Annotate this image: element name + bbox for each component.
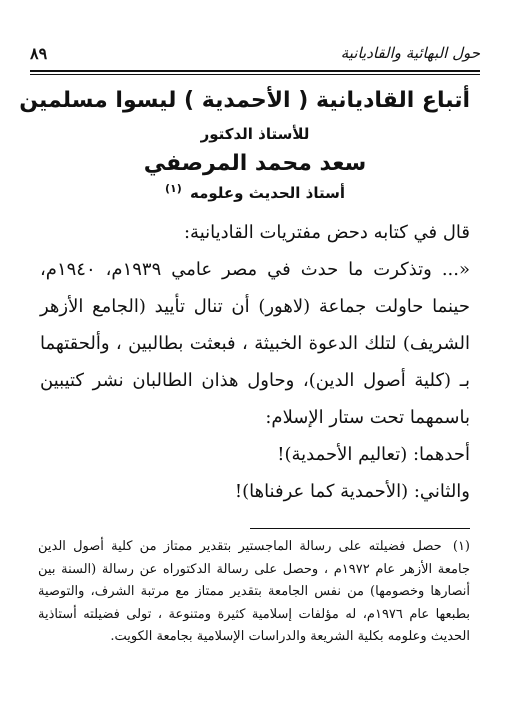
intro-paragraph: قال في كتابه دحض مفتريات القاديانية: (183, 222, 470, 243)
body-text (40, 214, 470, 510)
author-role (40, 182, 470, 202)
author-prefix: للأستاذ الدكتور (200, 125, 310, 143)
footnote-rule (250, 528, 470, 529)
quote-paragraph: «... وتذكرت ما حدث في مصر عامي ١٩٣٩م، ١٩٤٠م، حينما حاولت جماعة (لاهور) أن تنال تأييد (الجامع الأزهر الشريف) لتلك الدعوة الخبيثة ، فبعثت بطالبين ، وألحقتهما بـ (كلية أصول الدين)، وحاول هذان الطالبان نشر كتيبين باسمهما تحت ستار الإسلام: (40, 259, 470, 428)
first-book: أحدهما: (تعاليم الأحمدية)! (277, 444, 470, 465)
footnote (38, 536, 470, 649)
second-book: والثاني: (الأحمدية كما عرفناها)! (234, 481, 470, 502)
main-content (19, 88, 470, 510)
footnote-text: حصل فضيلته على رسالة الماجستير بتقدير ممتاز من كلية أصول الدين جامعة الأزهر عام ١٩٧٢م ، وحصل على رسالة الدكتوراه عن رسالة (السنة بين أنصارها وخصومها) من نفس الجامعة بتقدير ممتاز مع مرتبة الشرف، والتوصية بطبعها عام ١٩٧٦م، له مؤلفات إسلامية كثيرة ومتنوعة ، تولى فضيلته أستاذية الحديث وعلومه بكلية الشريعة والدراسات الإسلامية بجامعة الكويت. (38, 539, 470, 644)
running-title: حول البهائية والقاديانية (340, 44, 480, 62)
page-number: ٨٩ (30, 44, 48, 63)
author-role-text: أستاذ الحديث وعلومه (189, 184, 346, 202)
header-rule (30, 70, 480, 75)
footnote-reference: (١) (164, 182, 182, 195)
article-title: أتباع القاديانية ( الأحمدية ) ليسوا مسلمين (19, 88, 470, 113)
running-header (30, 44, 480, 66)
author-name: سعد محمد المرصفي (143, 151, 367, 176)
footnote-label: (١) (452, 539, 470, 554)
